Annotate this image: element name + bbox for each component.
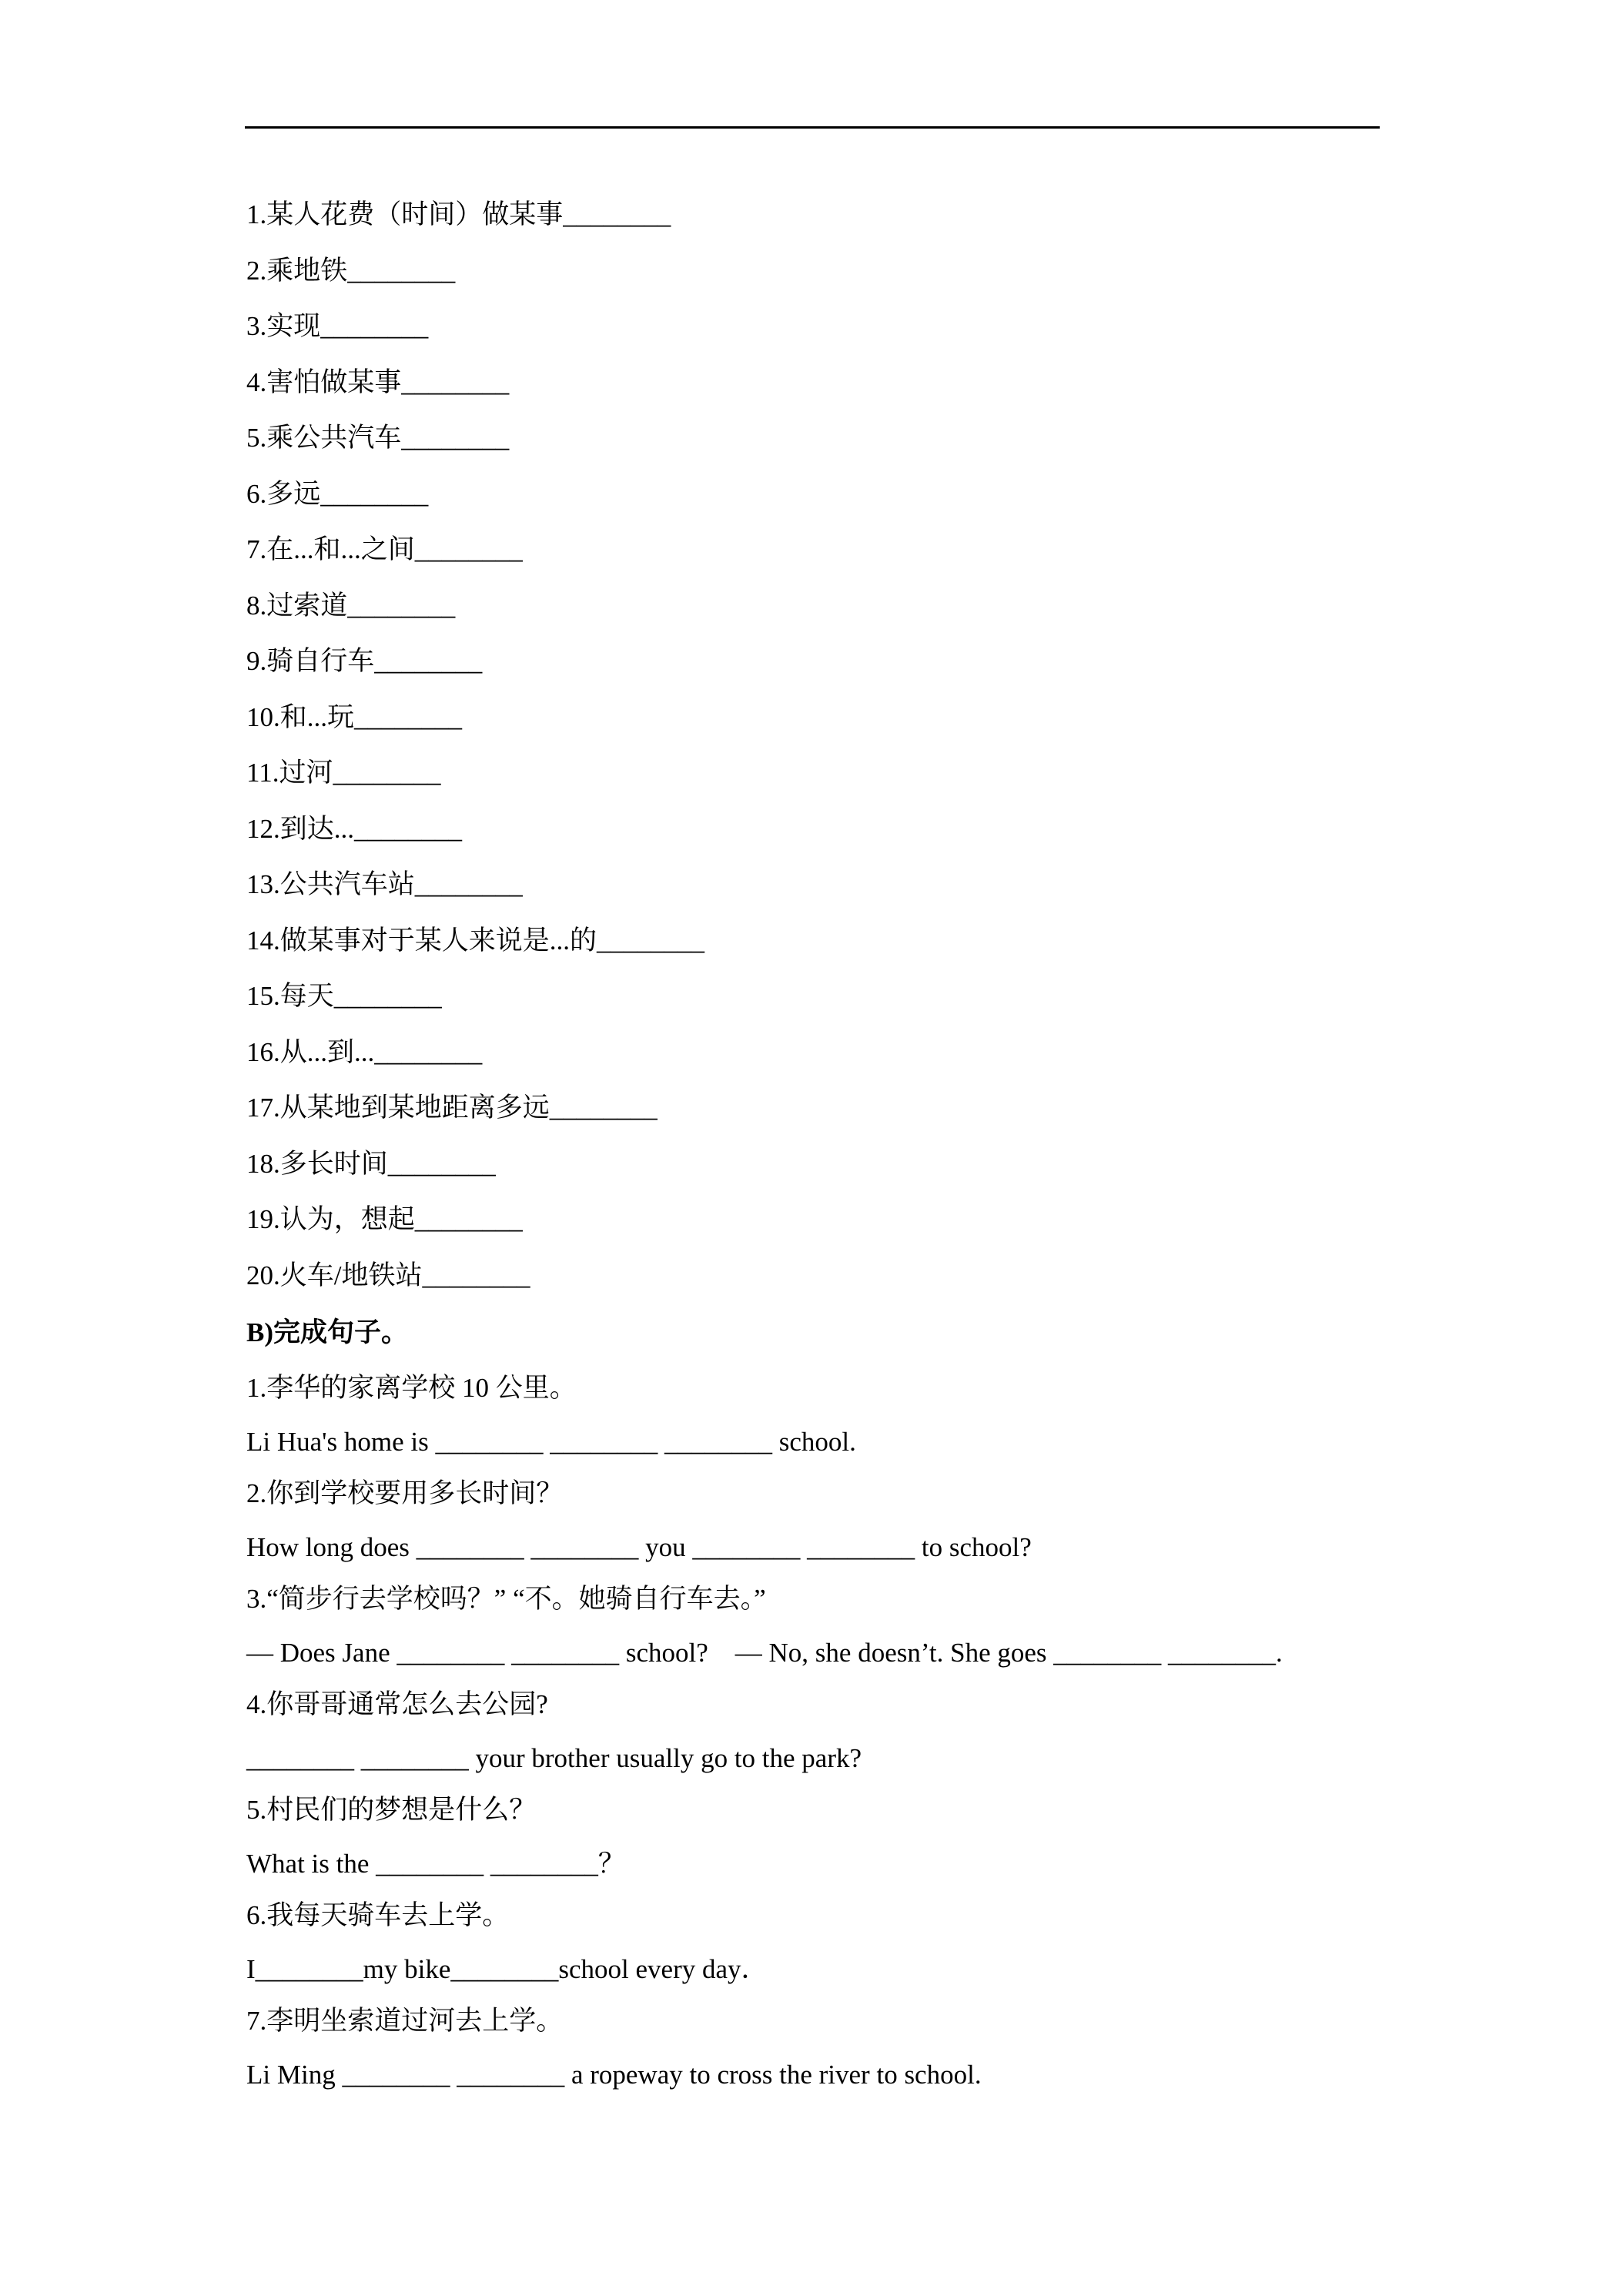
question-english-blank: How long does ________ ________ you ________ ________ to school? <box>246 1532 1032 1562</box>
sentence-question <box>246 1368 1283 1474</box>
vocab-item: 10.和...玩________ <box>246 701 463 732</box>
sentence-question <box>246 1790 1283 1896</box>
vocab-item: 2.乘地铁________ <box>246 255 456 286</box>
question-english-blank: ________ ________ your brother usually go to the park? <box>246 1743 862 1773</box>
sentence-question <box>246 1896 1283 2001</box>
vocab-item: 15.每天________ <box>246 981 442 1011</box>
question-english-blank: I________my bike________school every day． <box>246 1954 768 1984</box>
vocab-item: 5.乘公共汽车________ <box>246 423 510 453</box>
question-chinese: 5.村民们的梦想是什么？ <box>246 1795 537 1825</box>
vocab-item: 20.火车/地铁站________ <box>246 1260 530 1290</box>
question-english-blank: Li Ming ________ ________ a ropeway to cross the river to school. <box>246 2060 982 2090</box>
sentence-question <box>246 2001 1283 2107</box>
vocab-item: 4.害怕做某事________ <box>246 366 510 397</box>
vocab-item: 11.过河________ <box>246 758 441 788</box>
sentence-question <box>246 1579 1283 1685</box>
vocabulary-list <box>246 195 704 1311</box>
header-divider <box>245 126 1380 129</box>
question-chinese: 1.李华的家离学校 10 公里。 <box>246 1373 577 1403</box>
vocab-item: 1.某人花费（时间）做某事________ <box>246 199 671 229</box>
sentence-completion-list <box>246 1368 1283 2107</box>
vocab-item: 7.在...和...之间________ <box>246 534 523 564</box>
vocab-item: 9.骑自行车________ <box>246 646 483 676</box>
question-chinese: 2.你到学校要用多长时间？ <box>246 1478 564 1508</box>
vocab-item: 8.过索道________ <box>246 590 456 621</box>
question-english-blank: What is the ________ ________？ <box>246 1849 625 1879</box>
vocab-item: 19.认为，想起________ <box>246 1204 523 1234</box>
vocab-item: 3.实现________ <box>246 311 429 341</box>
question-chinese: 3.“简步行去学校吗？” “不。她骑自行车去。” <box>246 1584 766 1614</box>
question-english-blank: — Does Jane ________ ________ school? — No, she doesn’t. She goes ________ ________. <box>246 1638 1283 1668</box>
question-chinese: 7.李明坐索道过河去上学。 <box>246 2006 564 2036</box>
vocab-item: 18.多长时间________ <box>246 1148 496 1179</box>
question-chinese: 6.我每天骑车去上学。 <box>246 1900 510 1930</box>
vocab-item: 12.到达...________ <box>246 813 463 844</box>
vocab-item: 6.多远________ <box>246 478 429 509</box>
vocab-item: 16.从...到...________ <box>246 1036 483 1067</box>
vocab-item: 13.公共汽车站________ <box>246 869 523 899</box>
question-chinese: 4.你哥哥通常怎么去公园? <box>246 1689 548 1719</box>
vocab-item: 14.做某事对于某人来说是...的________ <box>246 925 705 956</box>
section-b-heading: B)完成句子。 <box>246 1317 409 1347</box>
sentence-question <box>246 1474 1283 1579</box>
sentence-question <box>246 1685 1283 1790</box>
question-english-blank: Li Hua's home is ________ ________ ________ school. <box>246 1427 856 1457</box>
vocab-item: 17.从某地到某地距离多远________ <box>246 1093 658 1123</box>
